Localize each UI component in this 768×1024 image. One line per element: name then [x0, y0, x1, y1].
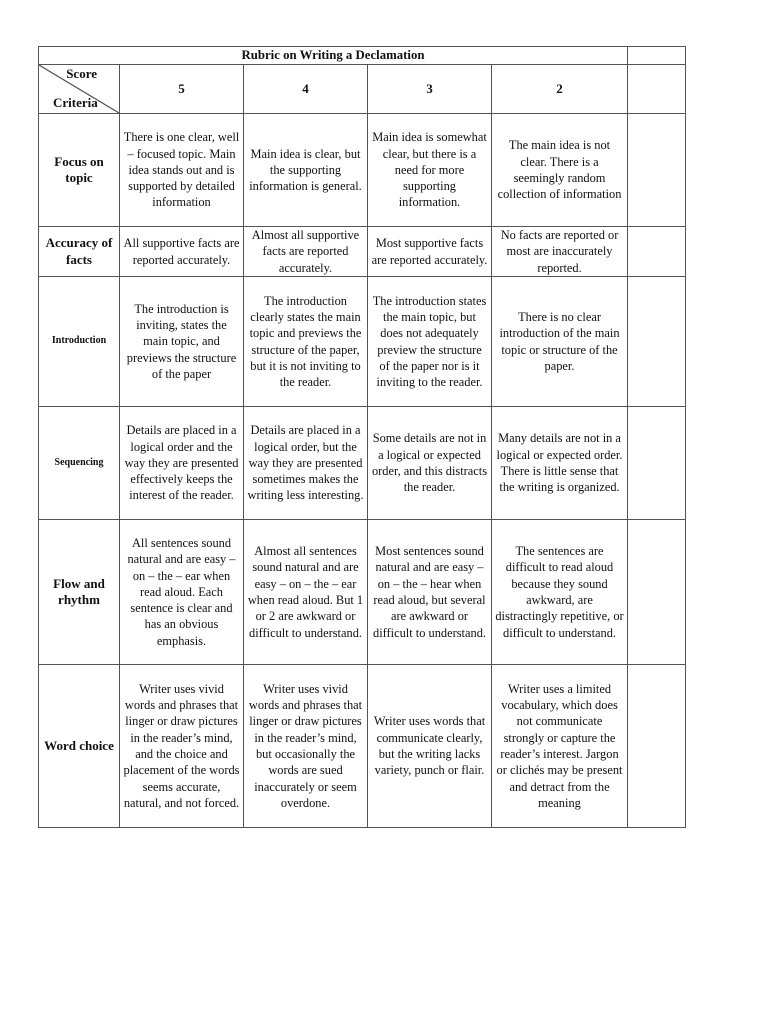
blank-cell	[628, 47, 686, 65]
score-2-header: 2	[492, 65, 628, 114]
rubric-cell: Writer uses vivid words and phrases that linger or draw pictures in the reader’s mind, but occasionally the words are sued inaccurately or seem overdone.	[244, 665, 368, 828]
criteria-label: Criteria	[53, 94, 98, 110]
score-4-header: 4	[244, 65, 368, 114]
rubric-row-introduction	[39, 277, 686, 407]
rubric-cell: Details are placed in a logical order and the way they are presented effectively keeps the interest of the reader.	[120, 407, 244, 520]
rubric-table	[38, 46, 686, 828]
rubric-cell: The main idea is not clear. There is a seemingly random collection of information	[492, 114, 628, 227]
criterion-cell: Flow and rhythm	[39, 520, 120, 665]
blank-cell	[628, 227, 686, 277]
rubric-cell: All sentences sound natural and are easy – on – the – ear when read aloud. Each sentence is clear and has an obvious emphasis.	[120, 520, 244, 665]
rubric-row-flow	[39, 520, 686, 665]
blank-cell	[628, 665, 686, 828]
criterion-cell: Accuracy of facts	[39, 227, 120, 277]
corner-cell	[39, 65, 120, 114]
rubric-row-word-choice	[39, 665, 686, 828]
rubric-cell: The introduction states the main topic, but does not adequately preview the structure of the paper nor is it inviting to the reader.	[368, 277, 492, 407]
score-3-header: 3	[368, 65, 492, 114]
rubric-cell: All supportive facts are reported accurately.	[120, 227, 244, 277]
rubric-cell: Writer uses a limited vocabulary, which does not communicate strongly or capture the reader’s interest. Jargon or clichés may be present and detract from the meaning	[492, 665, 628, 828]
rubric-cell: Most sentences sound natural and are easy – on – the – hear when read aloud, but several are awkward or difficult to understand.	[368, 520, 492, 665]
rubric-cell: Writer uses vivid words and phrases that linger or draw pictures in the reader’s mind, and the choice and placement of the words seems accurate, natural, and not forced.	[120, 665, 244, 828]
table-title: Rubric on Writing a Declamation	[39, 47, 628, 65]
blank-cell	[628, 520, 686, 665]
criterion-cell: Sequencing	[39, 407, 120, 520]
blank-cell	[628, 407, 686, 520]
blank-cell	[628, 114, 686, 227]
rubric-cell: Some details are not in a logical or expected order, and this distracts the reader.	[368, 407, 492, 520]
rubric-cell: The introduction is inviting, states the main topic, and previews the structure of the paper	[120, 277, 244, 407]
rubric-cell: Main idea is somewhat clear, but there is a need for more supporting information.	[368, 114, 492, 227]
rubric-cell: Main idea is clear, but the supporting information is general.	[244, 114, 368, 227]
criterion-cell: Focus on topic	[39, 114, 120, 227]
rubric-row-accuracy	[39, 227, 686, 277]
blank-cell	[628, 65, 686, 114]
rubric-cell: There is one clear, well – focused topic. Main idea stands out and is supported by detailed information	[120, 114, 244, 227]
criterion-cell: Introduction	[39, 277, 120, 407]
title-row	[39, 47, 686, 65]
rubric-row-focus	[39, 114, 686, 227]
score-5-header: 5	[120, 65, 244, 114]
rubric-cell: No facts are reported or most are inaccurately reported.	[492, 227, 628, 277]
score-label: Score	[66, 66, 97, 81]
rubric-row-sequencing	[39, 407, 686, 520]
rubric-cell: Writer uses words that communicate clearly, but the writing lacks variety, punch or flair.	[368, 665, 492, 828]
rubric-cell: There is no clear introduction of the main topic or structure of the paper.	[492, 277, 628, 407]
header-row	[39, 65, 686, 114]
rubric-cell: Almost all supportive facts are reported accurately.	[244, 227, 368, 277]
blank-cell	[628, 277, 686, 407]
rubric-cell: The sentences are difficult to read aloud because they sound awkward, are distractingly repetitive, or difficult to understand.	[492, 520, 628, 665]
criterion-cell: Word choice	[39, 665, 120, 828]
rubric-cell: The introduction clearly states the main topic and previews the structure of the paper, but it is not inviting to the reader.	[244, 277, 368, 407]
rubric-cell: Details are placed in a logical order, but the way they are presented sometimes makes the writing less interesting.	[244, 407, 368, 520]
rubric-cell: Almost all sentences sound natural and are easy – on – the – ear when read aloud. But 1 or 2 are awkward or difficult to understand.	[244, 520, 368, 665]
rubric-cell: Many details are not in a logical or expected order. There is little sense that the writing is organized.	[492, 407, 628, 520]
rubric-cell: Most supportive facts are reported accurately.	[368, 227, 492, 277]
